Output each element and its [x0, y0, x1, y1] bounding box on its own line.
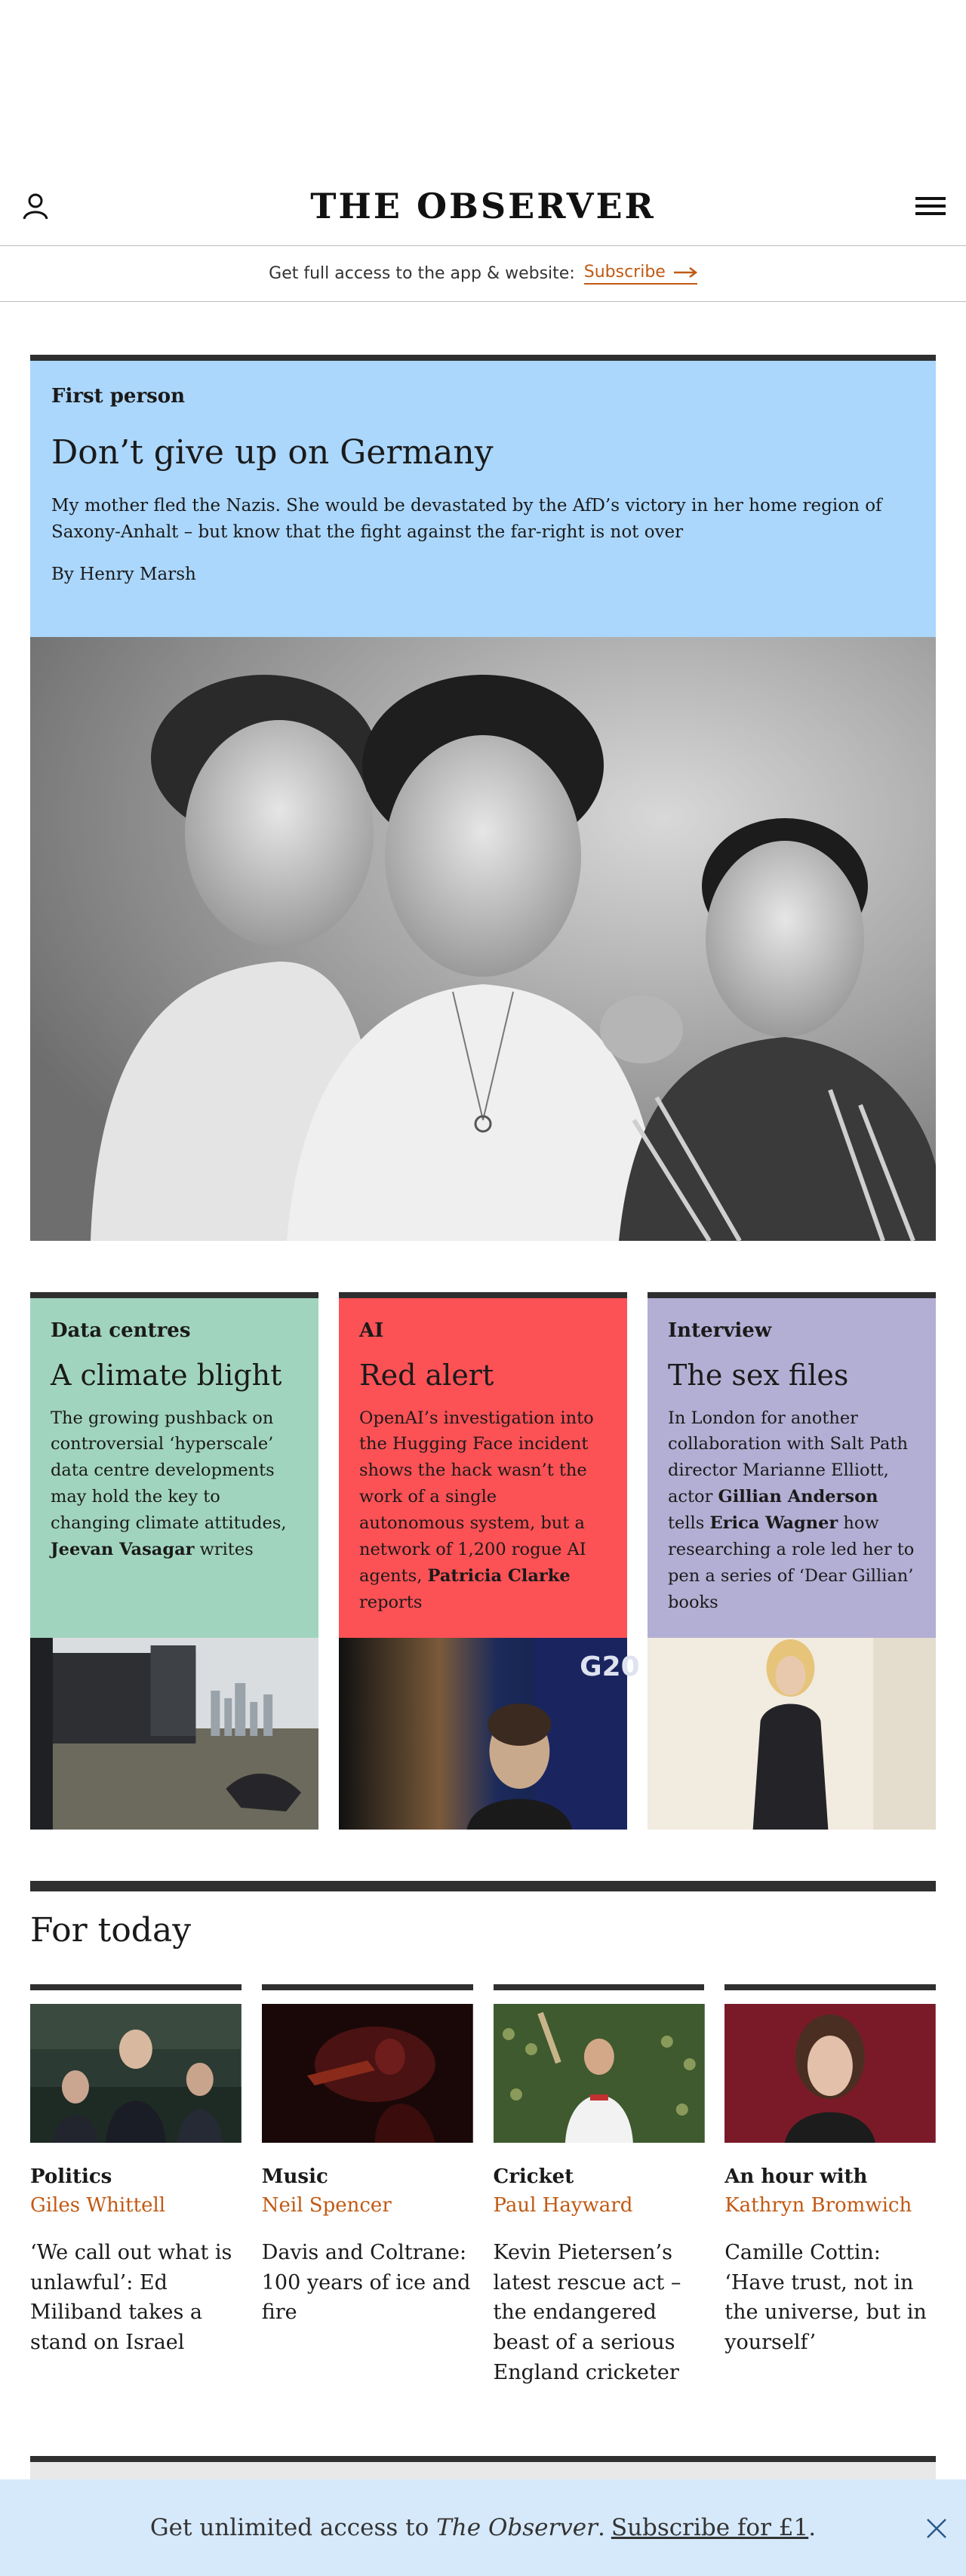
today-item-politics[interactable] [30, 1984, 242, 2387]
today-section: Politics [30, 2165, 112, 2188]
card-body-text: writes [194, 1539, 254, 1559]
card-body-text: In London for another collaboration with Salt Path director Marianne Elliott, actor [668, 1408, 908, 1507]
today-author[interactable]: Giles Whittell [30, 2194, 166, 2217]
ad-space [0, 0, 966, 166]
card-author: Jeevan Vasagar [51, 1539, 195, 1559]
card-title[interactable]: Red alert [359, 1359, 494, 1392]
card-body-text: tells [668, 1513, 710, 1534]
hero-byline: By Henry Marsh [51, 565, 196, 585]
banner-subscribe-link[interactable]: Subscribe for £1 [611, 2514, 809, 2541]
banner-text-pre: Get unlimited access to [149, 2514, 437, 2541]
close-icon[interactable] [925, 2517, 948, 2540]
card-text [339, 1298, 627, 1638]
today-author[interactable]: Kathryn Bromwich [724, 2194, 912, 2217]
today-photo-cricket[interactable] [494, 2004, 705, 2143]
card-interview[interactable] [648, 1292, 936, 1830]
card-photo-data-centre[interactable] [30, 1638, 318, 1830]
card-body-text: The growing pushback on controversial ‘hyperscale’ data centre developments may hold the key to changing climate attitudes, [51, 1408, 287, 1534]
today-item-an-hour-with[interactable] [724, 1984, 936, 2387]
subscribe-banner [0, 2479, 966, 2576]
section-divider [30, 2456, 936, 2462]
masthead [0, 166, 966, 246]
for-today-section [30, 1881, 936, 1950]
today-headline[interactable]: Davis and Coltrane: 100 years of ice and fire [261, 2241, 471, 2325]
feature-cards [30, 1292, 936, 1830]
today-item-cricket[interactable] [494, 1984, 705, 2387]
today-headline[interactable]: Camille Cottin: ‘Have trust, not in the universe, but in yourself’ [724, 2241, 927, 2355]
for-today-grid [30, 1984, 936, 2387]
card-author: Erica Wagner [709, 1513, 838, 1534]
card-data-centres[interactable] [30, 1292, 318, 1830]
card-text [648, 1298, 936, 1638]
card-author: Patricia Clarke [427, 1565, 571, 1586]
hero-text [30, 361, 936, 637]
card-ai[interactable] [339, 1292, 640, 1830]
today-author[interactable]: Neil Spencer [261, 2194, 392, 2217]
card-photo-interview[interactable] [648, 1638, 936, 1830]
card-body [51, 1405, 298, 1563]
card-title[interactable]: The sex files [668, 1359, 849, 1392]
hero-standfirst: My mother fled the Nazis. She would be devastated by the AfD’s victory in her home region of Saxony-Anhalt – but know that the fight against the far-right is not over [51, 495, 882, 543]
card-subject: Gillian Anderson [718, 1487, 878, 1507]
card-photo-red-alert[interactable] [339, 1638, 640, 1830]
card-body-text: OpenAI’s investigation into the Hugging Face incident shows the hack wasn’t the work of a single autonomous system, but a network of 1,200 rogue AI agents, [359, 1408, 594, 1586]
hero-photo[interactable] [30, 637, 936, 1241]
site-logo[interactable]: THE OBSERVER [310, 185, 656, 226]
card-kicker: AI [359, 1319, 384, 1342]
hero-kicker: First person [51, 385, 186, 408]
subscribe-bar-text: Get full access to the app & website: [269, 264, 575, 283]
today-headline[interactable]: ‘We call out what is unlawful’: Ed Miliband takes a stand on Israel [30, 2241, 232, 2355]
arrow-right-icon [673, 266, 697, 279]
today-photo-music[interactable] [262, 2004, 473, 2143]
card-body [359, 1405, 607, 1616]
card-kicker: Interview [668, 1319, 772, 1342]
banner-brand: The Observer [436, 2514, 598, 2541]
subscribe-link[interactable] [584, 263, 697, 285]
today-section: Cricket [493, 2165, 574, 2188]
subscribe-bar [0, 246, 966, 302]
account-icon[interactable] [18, 189, 53, 223]
today-item-music[interactable] [262, 1984, 473, 2387]
subscribe-link-label: Subscribe [583, 263, 666, 282]
hero-article[interactable] [30, 355, 936, 1241]
banner-text [150, 2514, 605, 2541]
card-body [668, 1405, 915, 1616]
card-body-text: how researching a role led her to pen a series of ‘Dear Gillian’ books [668, 1513, 915, 1612]
banner-text-post: . [597, 2514, 605, 2541]
today-section: An hour with [724, 2165, 868, 2188]
today-author[interactable]: Paul Hayward [493, 2194, 633, 2217]
today-section: Music [261, 2165, 328, 2188]
card-title[interactable]: A climate blight [51, 1359, 282, 1392]
section-title: For today [30, 1911, 192, 1950]
card-body-text: reports [359, 1592, 423, 1612]
card-text [30, 1298, 318, 1638]
hero-title[interactable]: Don’t give up on Germany [51, 433, 494, 472]
menu-icon[interactable] [913, 189, 948, 223]
today-photo-an-hour-with[interactable] [724, 2004, 936, 2143]
today-photo-politics[interactable] [30, 2004, 242, 2143]
banner-text-post: . [808, 2514, 817, 2541]
today-headline[interactable]: Kevin Pietersen’s latest rescue act – the endangered beast of a serious England cricketer [493, 2241, 681, 2384]
svg-text:G20: G20 [580, 1651, 640, 1683]
card-kicker: Data centres [51, 1319, 191, 1342]
